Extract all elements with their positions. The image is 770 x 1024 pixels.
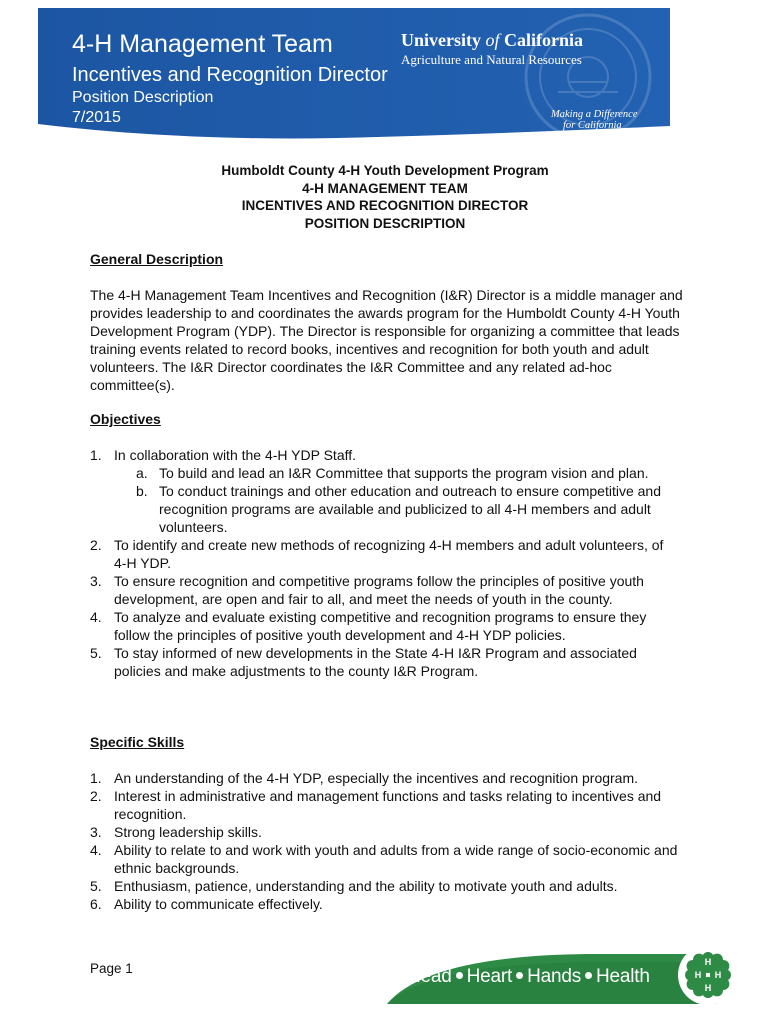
footer-slogan: Head Heart Hands Health bbox=[407, 966, 650, 987]
heading-doc-type: POSITION DESCRIPTION bbox=[304, 215, 466, 231]
header-date: 7/2015 bbox=[72, 109, 121, 126]
objectives-title: Objectives bbox=[90, 411, 161, 427]
university-division: Agriculture and Natural Resources bbox=[401, 52, 582, 67]
svg-text:H: H bbox=[694, 970, 702, 980]
header-doc-type: Position Description bbox=[72, 89, 214, 106]
objective-item: 2. To identify and create new methods of recognizing 4-H members and adult volunteers, of 4-H YDP. bbox=[90, 537, 664, 571]
four-h-clover-icon bbox=[677, 944, 739, 1006]
specific-skills-title: Specific Skills bbox=[90, 734, 185, 750]
skill-item: 5. Enthusiasm, patience, understanding and the ability to motivate youth and adults. bbox=[90, 878, 618, 894]
skill-item: 1. An understanding of the 4-H YDP, especially the incentives and recognition program. bbox=[90, 770, 639, 786]
general-description-text: The 4-H Management Team Incentives and Recognition (I&R) Director is a middle manager and provides leadership to and coordinates the awards program for the Humboldt County 4-H Youth Development Program (YDP). The Director is responsible for organizing a committee that leads training events related to record books, incentives and recognition for both youth and adult volunteers. The I&R Director coordinates the I&R Committee and any related ad-hoc committee(s). bbox=[90, 287, 683, 393]
university-tagline: Making a Difference for California bbox=[551, 109, 638, 131]
page-number: Page 1 bbox=[90, 961, 133, 976]
svg-text:H: H bbox=[714, 970, 722, 980]
objective-subitem: b. To conduct trainings and other education and outreach to ensure competitive and recognition programs are available and publicized to all 4-H members and adult volunteers. bbox=[136, 483, 661, 535]
objective-item: 3. To ensure recognition and competitive programs follow the principles of positive youth development, are open and fair to all, and meet the needs of youth in the county. bbox=[90, 573, 644, 607]
university-name: University of California bbox=[401, 30, 584, 50]
svg-text:H: H bbox=[704, 983, 712, 993]
heading-program: Humboldt County 4-H Youth Development Program bbox=[221, 163, 549, 178]
header-subtitle: Incentives and Recognition Director bbox=[72, 64, 388, 86]
skill-item: 3. Strong leadership skills. bbox=[90, 824, 262, 840]
objective-item: 4. To analyze and evaluate existing competitive and recognition programs to ensure they follow the principles of positive youth development and 4-H YDP policies. bbox=[90, 609, 647, 643]
header-title: 4-H Management Team bbox=[72, 30, 333, 58]
objective-subitem: a. To build and lead an I&R Committee that supports the program vision and plan. bbox=[136, 465, 649, 481]
objectives-list bbox=[90, 446, 670, 680]
general-description-title: General Description bbox=[90, 251, 224, 267]
heading-role: INCENTIVES AND RECOGNITION DIRECTOR bbox=[241, 198, 529, 213]
svg-text:H: H bbox=[704, 957, 712, 967]
objective-item: 1. In collaboration with the 4-H YDP Staff. a. To build and lead an I&R Committee that supports the program vision and plan. b. To conduct trainings and other education and outreach to ensure competitive and recognition programs are available and publicized to all 4-H members and adult volunteers. bbox=[90, 446, 670, 536]
objective-item: 5. To stay informed of new developments in the State 4-H I&R Program and associated policies and make adjustments to the county I&R Program. bbox=[90, 645, 637, 679]
skill-item: 4. Ability to relate to and work with youth and adults from a wide range of socio-economic and ethnic backgrounds. bbox=[90, 842, 678, 876]
header-banner bbox=[38, 8, 670, 140]
skills-list bbox=[90, 769, 686, 913]
objective-sublist bbox=[114, 464, 670, 536]
skill-item: 2. Interest in administrative and management functions and tasks relating to incentives and recognition. bbox=[90, 788, 662, 822]
heading-team: 4-H MANAGEMENT TEAM bbox=[302, 180, 468, 196]
document-heading bbox=[90, 162, 680, 232]
skill-item: 6. Ability to communicate effectively. bbox=[90, 896, 323, 912]
